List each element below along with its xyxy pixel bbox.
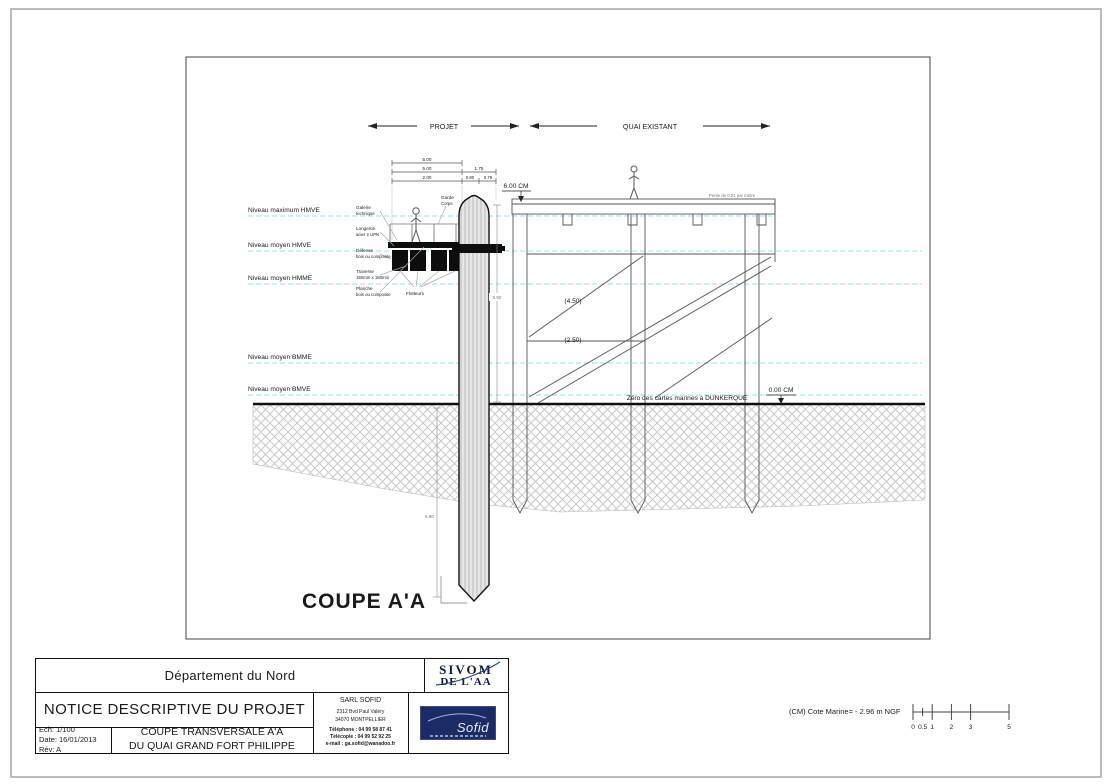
graphic-scale-bar [905,698,1017,734]
quay-dim-250: (2.50) [564,337,582,344]
svg-text:technique: technique [356,211,375,216]
level-label-hmme-moyen: Niveau moyen HMME [248,275,313,282]
dim-200: 2.00 [422,175,432,180]
svg-text:Garde: Garde [441,195,454,200]
company-email: e-mail : ga.sofid@wanadoo.fr [325,741,396,748]
dim-079: 0.79 [483,175,493,180]
sivom-logo-line2: DE L'AA [440,675,492,688]
svg-text:bois ou composite: bois ou composite [356,254,391,259]
sivom-logo-line1: SIVOM [439,662,493,678]
date-value: Date: 16/01/2013 [39,734,97,744]
scale-tick-1: 1 [930,724,935,731]
level-label-bmve-moyen: Niveau moyen BMVE [248,386,311,393]
dim-175: 1.75 [474,166,484,171]
sivom-logo [424,659,508,692]
drawing-frame [186,57,930,639]
svg-text:Corps: Corps [441,201,453,206]
company-info [313,692,408,753]
level-label-hmve-max: Niveau maximum HMVE [248,207,320,214]
scale-tick-2: 2 [949,724,954,731]
zero-line-label: Zéro des cartes marines à DUNKERQUE [626,395,748,402]
svg-text:acier 2 UPN: acier 2 UPN [356,232,380,237]
company-address2: 34070 MONTPELLIER [335,716,386,723]
svg-text:Galerie: Galerie [356,205,371,210]
scale-date-rev [36,724,114,755]
span-projet-label: PROJET [429,122,459,131]
department-title: Département du Nord [164,668,296,683]
notice-title: NOTICE DESCRIPTIVE DU PROJET [43,701,306,718]
svg-text:6.00 CM: 6.00 CM [503,183,529,190]
pile-embed-dim: 5.80 [425,514,434,519]
dim-500b: 5.00 [422,166,432,171]
sofid-logo-text: Sofid [456,719,489,735]
svg-text:Flotteurs: Flotteurs [406,291,424,296]
dim-080: 0.80 [465,175,475,180]
drawing-title [111,727,313,753]
svg-text:Défense: Défense [356,248,374,253]
section-title: COUPE A'A [302,590,427,613]
company-name: SARL SOFID [339,697,382,705]
sofid-logo-tagline [430,735,486,737]
svg-text:Longeron: Longeron [356,226,376,231]
svg-text:bois ou composite: bois ou composite [356,292,391,297]
company-logo-cell [408,692,508,753]
quay-dim-450: (4.50) [564,298,582,305]
title-block [35,658,509,754]
svg-text:Traverse: Traverse [356,269,374,274]
level-label-hmve-moyen: Niveau moyen HMVE [248,242,312,249]
level-label-bmme-moyen: Niveau moyen BMME [248,354,312,361]
sofid-logo [420,706,496,740]
rev-value: Rév: A [39,745,62,755]
scale-tick-5: 5 [1007,724,1011,731]
scale-tick-05: 0.5 [918,724,928,731]
pente-label: Pente de 0.01 par mètre [708,193,756,198]
drawing-title-line1: COUPE TRANSVERSALE A'A [140,726,284,739]
company-phone: Téléphone : 04 99 58 87 41 [329,726,392,733]
pile-height-dim: 5.50 [492,295,502,300]
scale-tick-3: 3 [968,724,973,731]
svg-text:0.00 CM: 0.00 CM [768,387,794,394]
span-quai-existant-label: QUAI EXISTANT [622,122,678,131]
company-address1: 2312 Bvd Paul Valéry [336,709,385,716]
svg-text:150mm x 150mm: 150mm x 150mm [356,275,390,280]
scale-value: Ech: 1/100 [39,724,75,734]
dim-500a: 5.00 [422,157,432,162]
cote-marine-note: (CM) Cote Marine= - 2.96 m NGF [789,707,901,716]
svg-text:Planche: Planche [356,286,373,291]
company-fax: Télécopie : 04 99 52 92 25 [330,734,391,741]
scale-tick-0: 0 [911,724,915,731]
drawing-title-line2: DU QUAI GRAND FORT PHILIPPE [129,740,295,752]
